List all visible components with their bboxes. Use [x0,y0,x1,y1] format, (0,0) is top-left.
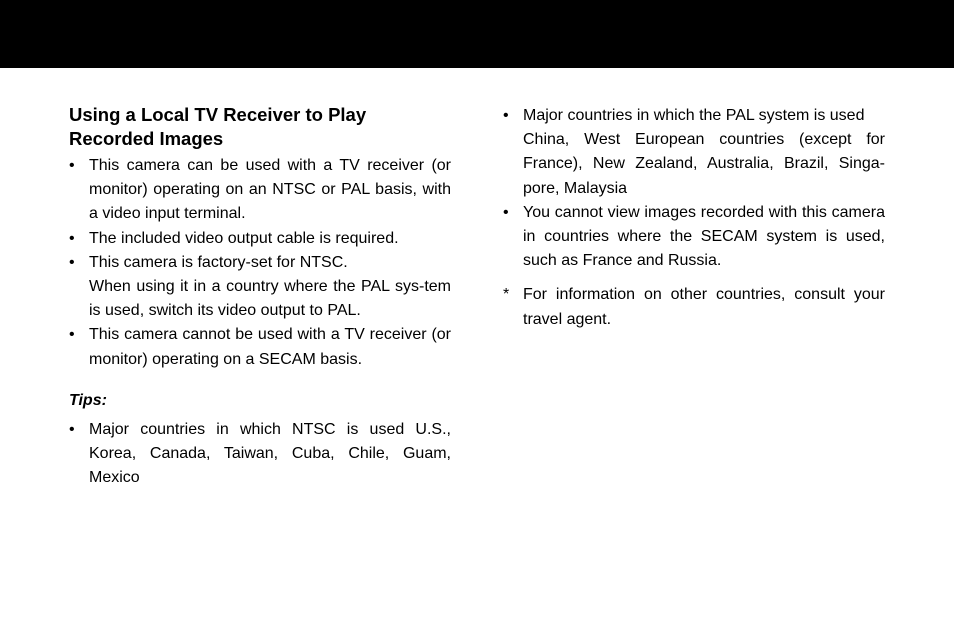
tips-label: Tips: [69,391,107,409]
list-item [69,418,451,491]
list-item-text: Major countries in which NTSC is used U.S., Korea, Canada, Taiwan, Cuba, Chile, Guam, Mexico [89,420,451,487]
list-item-text: Major countries in which the PAL system is used [523,107,865,124]
list-item [503,201,885,274]
footnote [503,283,885,331]
heading-line-2: Recorded Images [69,128,224,149]
asterisk-icon: * [503,286,510,304]
list-item [69,251,451,324]
list-item [69,154,451,227]
section-heading [69,103,451,151]
bullet-icon: • [503,203,509,221]
list-item-text: This camera cannot be used with a TV receiver (or monitor) operating on a SECAM basis. [89,326,451,368]
left-column [69,103,451,490]
list-item [69,323,451,371]
requirements-list [69,154,451,372]
list-item-text: This camera is factory-set for NTSC. [89,253,348,271]
bullet-icon: • [69,326,75,344]
bullet-icon: • [503,107,509,124]
list-item-text: The included video output cable is required. [89,229,399,247]
footnote-text: For information on other countries, consult your travel agent. [523,286,885,328]
right-column [503,104,885,332]
list-item [69,227,451,251]
heading-line-1: Using a Local TV Receiver to Play [69,104,367,125]
tips-list [69,418,451,491]
list-item-text: You cannot view images recorded with this camera in countries where the SECAM system is used, such as France and Russia. [523,203,885,270]
pal-info-list [503,104,885,273]
list-item-text: This camera can be used with a TV receiver (or monitor) operating on an NTSC or PAL basis, with a video input terminal. [89,157,451,223]
bullet-icon: • [69,157,75,174]
bullet-icon: • [69,253,75,271]
list-item [503,104,885,201]
top-black-bar [0,0,954,68]
list-item-subtext: China, West European countries (except for France), New Zealand, Australia, Brazil, Singa-pore, Malaysia [523,131,885,197]
bullet-icon: • [69,420,75,438]
bullet-icon: • [69,229,75,247]
list-item-subtext: When using it in a country where the PAL sys-tem is used, switch its video output to PAL. [89,278,451,320]
